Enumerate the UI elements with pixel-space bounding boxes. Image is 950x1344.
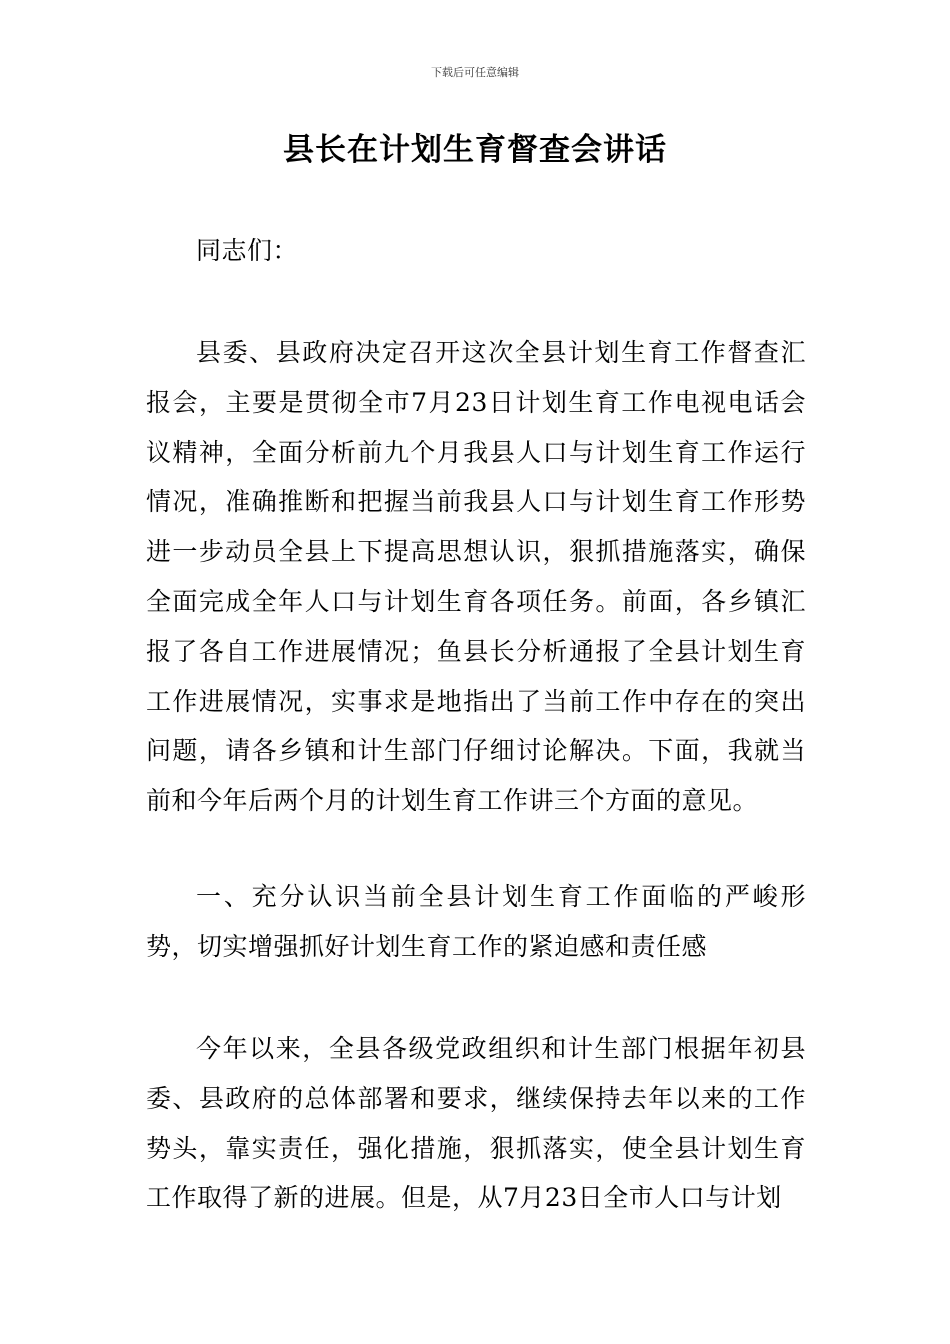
paragraph-section-1: 今年以来，全县各级党政组织和计生部门根据年初县委、县政府的总体部署和要求，继续保持去年以来的工作势头，靠实责任，强化措施，狠抓落实，使全县计划生育工作取得了新的进展。但是，从7月23日全市人口与计划 [146, 1034, 806, 1213]
salutation: 同志们： [196, 236, 299, 265]
paragraph-intro: 县委、县政府决定召开这次全县计划生育工作督查汇报会，主要是贯彻全市7月23日计划生育工作电视电话会议精神，全面分析前九个月我县人口与计划生育工作运行情况，准确推断和把握当前我县人口与计划生育工作形势进一步动员全县上下提高思想认识，狠抓措施落实，确保全面完成全年人口与计划生育各项任务。前面，各乡镇汇报了各自工作进展情况；鱼县长分析通报了全县计划生育工作进展情况，实事求是地指出了当前工作中存在的突出问题，请各乡镇和计生部门仔细讨论解决。下面，我就当前和今年后两个月的计划生育工作讲三个方面的意见。 [146, 338, 806, 816]
document-title: 县长在计划生育督查会讲话 [283, 132, 667, 168]
header-note: 下载后可任意编辑 [431, 66, 519, 79]
section-heading-1: 一、充分认识当前全县计划生育工作面临的严峻形势，切实增强抓好计划生育工作的紧迫感和责任感 [146, 882, 806, 961]
